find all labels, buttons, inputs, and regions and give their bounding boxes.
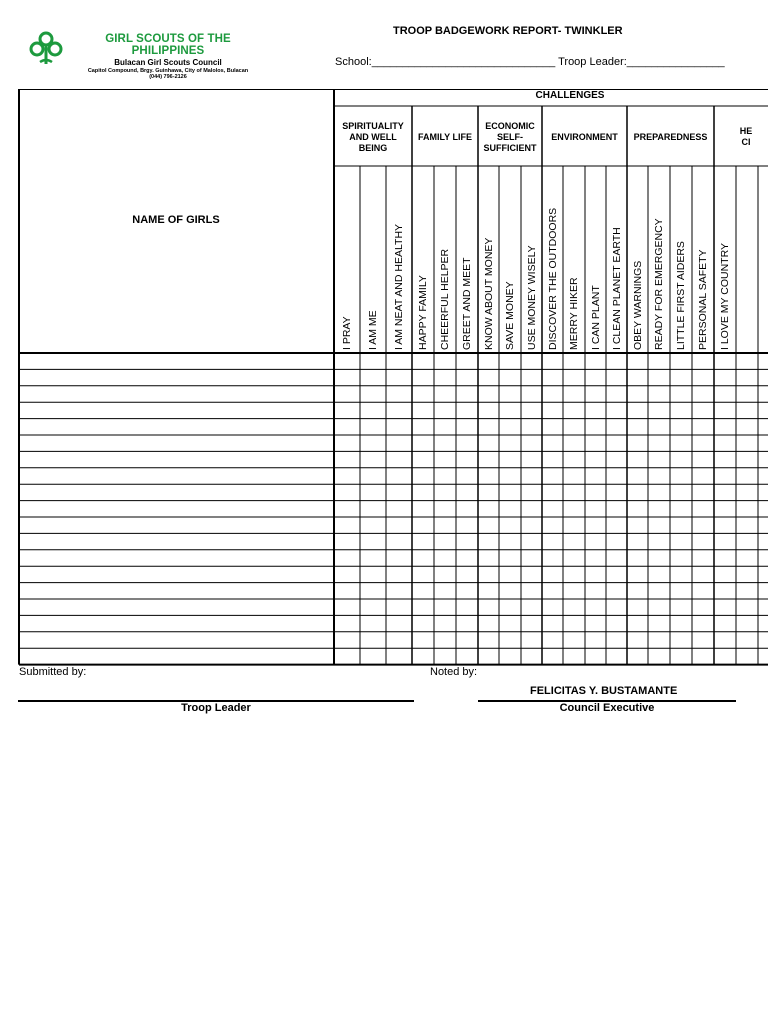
council-address: Capitol Compound, Brgy. Guinhawa, City of Malolos, Bulacan — [87, 68, 249, 74]
troop-leader-title: Troop Leader — [181, 702, 251, 714]
council-name: Bulacan Girl Scouts Council — [114, 58, 222, 67]
school-line — [335, 56, 725, 68]
org-block — [68, 33, 268, 80]
badge-label: READY FOR EMERGENCY — [653, 218, 665, 350]
troop-leader-field[interactable]: ________________ — [626, 56, 725, 68]
org-name: GIRL SCOUTS OF THE PHILIPPINES — [105, 33, 231, 57]
badge-label: GREET AND MEET — [461, 257, 473, 350]
badge-label: I AM NEAT AND HEALTHY — [393, 223, 405, 350]
badge-label: MERRY HIKER — [568, 277, 580, 350]
challenge-group-2: ECONOMIC SELF-SUFFICIENT — [483, 120, 537, 153]
school-label: School: — [335, 56, 372, 68]
council-executive-name: FELICITAS Y. BUSTAMANTE — [530, 685, 678, 697]
troop-leader-label: Troop Leader: — [555, 56, 627, 68]
name-of-girls-header: NAME OF GIRLS — [132, 214, 220, 226]
badge-label: I PRAY — [341, 316, 353, 350]
badge-label: DISCOVER THE OUTDOORS — [546, 207, 559, 350]
challenge-group-5: HE CI — [739, 126, 753, 147]
school-field[interactable]: ______________________________ — [371, 56, 556, 68]
report-title: TROOP BADGEWORK REPORT- TWINKLER — [393, 25, 623, 37]
council-executive-title: Council Executive — [559, 702, 655, 714]
noted-by-label: Noted by: — [430, 666, 478, 678]
submitted-by-label: Submitted by: — [19, 666, 87, 678]
challenges-header: CHALLENGES — [535, 90, 605, 101]
table-grid — [18, 89, 768, 667]
badge-label: PERSONAL SAFETY — [697, 249, 709, 350]
challenge-group-4: PREPAREDNESS — [633, 131, 708, 142]
challenge-group-0: SPIRITUALITY AND WELL BEING — [342, 120, 404, 153]
trefoil-logo-icon — [28, 30, 64, 66]
badge-label: HAPPY FAMILY — [417, 275, 429, 350]
badgework-table — [18, 89, 768, 667]
badge-label: SAVE MONEY — [504, 281, 516, 350]
badge-label: USE MONEY WISELY — [525, 245, 538, 350]
badge-label: CHEERFUL HELPER — [439, 248, 451, 350]
badge-label: I CAN PLANT — [589, 285, 602, 350]
council-phone: (044) 796-2126 — [149, 74, 187, 80]
badge-label: LITTLE FIRST AIDERS — [675, 241, 687, 350]
challenge-group-1: FAMILY LIFE — [417, 131, 472, 142]
badge-label: KNOW ABOUT MONEY — [482, 237, 495, 350]
badge-label: OBEY WARNINGS — [631, 260, 644, 350]
badge-label: I AM ME — [367, 310, 379, 350]
badge-label: I LOVE MY COUNTRY — [719, 243, 731, 350]
badge-label: I CLEAN PLANET EARTH — [610, 227, 623, 350]
challenge-group-3: ENVIRONMENT — [551, 131, 618, 142]
